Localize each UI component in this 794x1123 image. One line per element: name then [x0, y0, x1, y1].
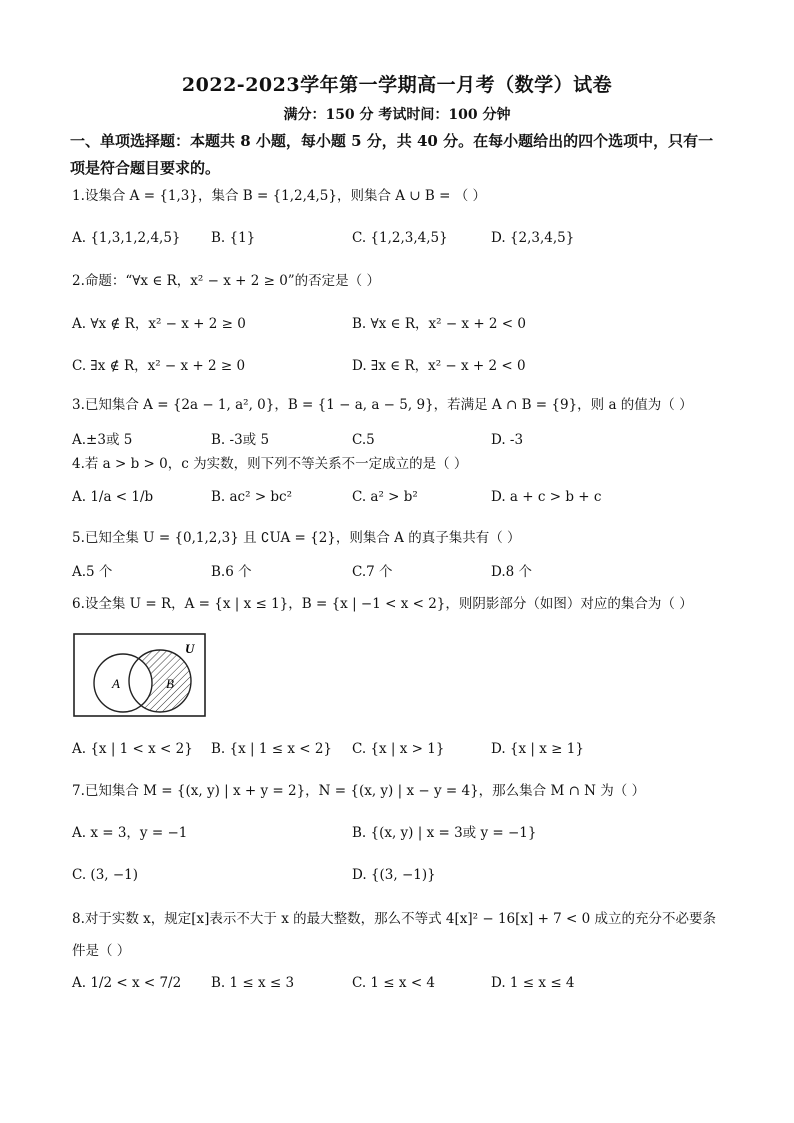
question-3-option-a: A.±3或 5	[72, 432, 133, 448]
universe-label: U	[185, 641, 195, 656]
question-6-stem: 6.设全集 U = R，A = {x | x ≤ 1}，B = {x | −1 < x < 2}，则阴影部分（如图）对应的集合为（ ）	[72, 596, 693, 612]
question-2-option-a: A. ∀x ∉ R，x² − x + 2 ≥ 0	[72, 316, 246, 332]
set-b-label: B	[166, 676, 174, 691]
question-1-option-d: D. {2,3,4,5}	[491, 230, 575, 246]
question-7-option-b: B. {(x, y) | x = 3或 y = −1}	[352, 825, 537, 841]
question-5-option-a: A.5 个	[72, 564, 113, 580]
question-1-option-a: A. {1,3,1,2,4,5}	[72, 230, 181, 246]
question-7-option-c: C. (3, −1)	[72, 867, 139, 883]
section-heading: 一、单项选择题：本题共 8 小题，每小题 5 分，共 40 分。在每小题给出的四个选项中，只有一项是符合题目要求的。	[70, 132, 714, 177]
question-8-option-c: C. 1 ≤ x < 4	[352, 975, 436, 991]
question-8-stem-line2: 件是（ ）	[72, 943, 131, 959]
question-7-stem: 7.已知集合 M = {(x, y) | x + y = 2}，N = {(x, y) | x − y = 4}，那么集合 M ∩ N 为（ ）	[72, 783, 646, 799]
question-4-option-c: C. a² > b²	[352, 489, 418, 505]
question-8-option-b: B. 1 ≤ x ≤ 3	[211, 975, 295, 991]
question-8-option-a: A. 1/2 < x < 7/2	[72, 975, 182, 991]
question-6-option-d: D. {x | x ≥ 1}	[491, 741, 584, 757]
venn-diagram-svg	[72, 632, 207, 718]
question-6-option-c: C. {x | x > 1}	[352, 741, 445, 757]
question-5-stem: 5.已知全集 U = {0,1,2,3} 且 ∁UA = {2}，则集合 A 的真子集共有（ ）	[72, 530, 521, 546]
question-8-stem-line1: 8.对于实数 x，规定[x]表示不大于 x 的最大整数，那么不等式 4[x]² − 16[x] + 7 < 0 成立的充分不必要条	[72, 911, 717, 927]
question-3-option-c: C.5	[352, 432, 375, 448]
question-7-option-d: D. {(3, −1)}	[352, 867, 436, 883]
question-1-option-c: C. {1,2,3,4,5}	[352, 230, 448, 246]
question-2-option-d: D. ∃x ∈ R，x² − x + 2 < 0	[352, 358, 526, 374]
question-2-stem: 2.命题：“∀x ∈ R，x² − x + 2 ≥ 0”的否定是（ ）	[72, 273, 380, 289]
question-5-option-b: B.6 个	[211, 564, 252, 580]
question-4-option-b: B. ac² > bc²	[211, 489, 293, 505]
venn-diagram	[72, 632, 207, 718]
question-5-option-c: C.7 个	[352, 564, 393, 580]
question-4-option-d: D. a + c > b + c	[491, 489, 602, 505]
question-6-option-b: B. {x | 1 ≤ x < 2}	[211, 741, 333, 757]
question-2-option-c: C. ∃x ∉ R，x² − x + 2 ≥ 0	[72, 358, 246, 374]
question-6-option-a: A. {x | 1 < x < 2}	[72, 741, 193, 757]
question-4-option-a: A. 1/a < 1/b	[72, 489, 154, 505]
question-1-option-b: B. {1}	[211, 230, 256, 246]
question-5-option-d: D.8 个	[491, 564, 533, 580]
question-7-option-a: A. x = 3，y = −1	[72, 825, 188, 841]
exam-title: 2022-2023学年第一学期高一月考（数学）试卷	[181, 74, 613, 96]
question-3-option-d: D. -3	[491, 432, 524, 448]
exam-subtitle: 满分：150 分 考试时间：100 分钟	[283, 107, 511, 123]
question-3-option-b: B. -3或 5	[211, 432, 270, 448]
question-4-stem: 4.若 a > b > 0，c 为实数，则下列不等关系不一定成立的是（ ）	[72, 456, 468, 472]
question-8-option-d: D. 1 ≤ x ≤ 4	[491, 975, 575, 991]
set-a-label: A	[112, 676, 120, 691]
question-1-stem: 1.设集合 A = {1,3}，集合 B = {1,2,4,5}，则集合 A ∪ B = （ ）	[72, 188, 487, 204]
question-2-option-b: B. ∀x ∈ R，x² − x + 2 < 0	[352, 316, 527, 332]
question-3-stem: 3.已知集合 A = {2a − 1, a², 0}，B = {1 − a, a − 5, 9}，若满足 A ∩ B = {9}，则 a 的值为（ ）	[72, 397, 693, 413]
